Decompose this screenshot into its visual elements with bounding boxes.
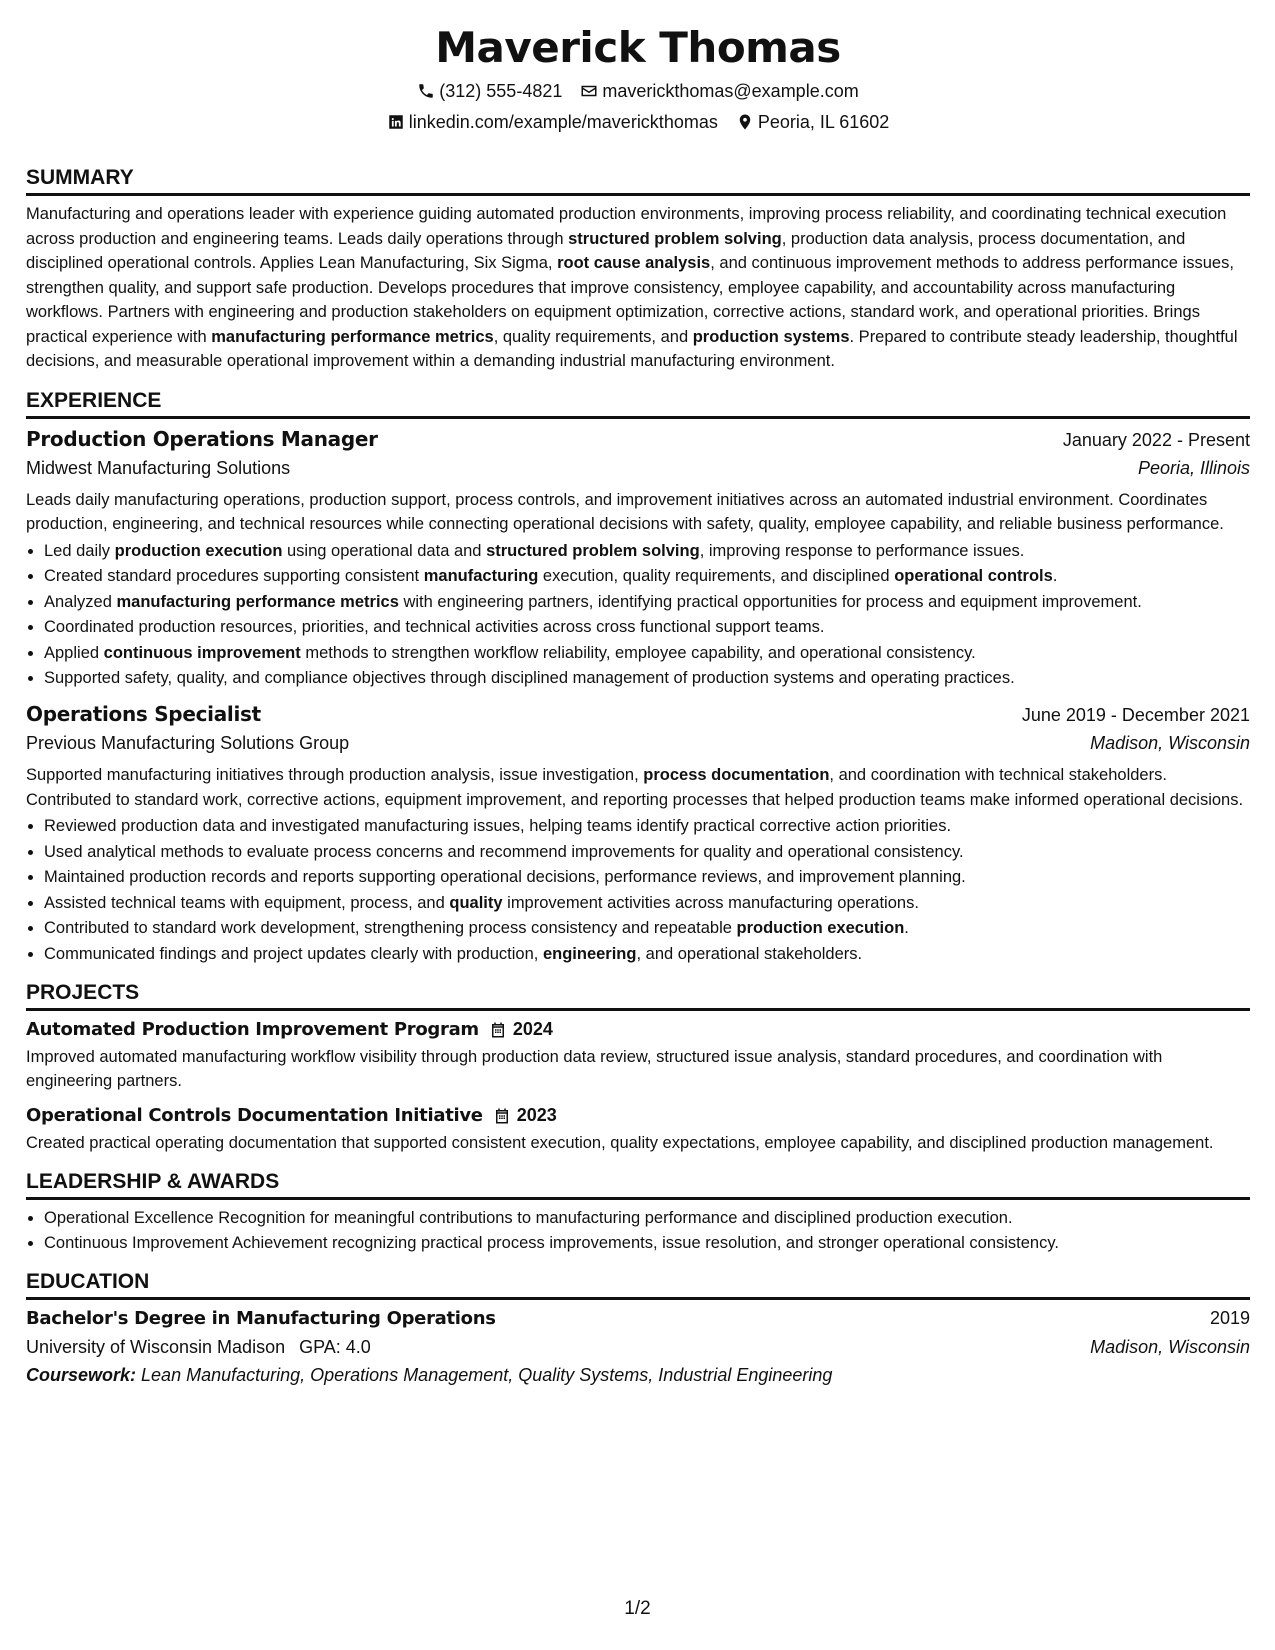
coursework-label: Coursework: bbox=[26, 1365, 137, 1385]
education-coursework bbox=[26, 1361, 1250, 1389]
project-entry bbox=[26, 1017, 1250, 1093]
job-description: Supported manufacturing initiatives through production analysis, issue investigation, process documentation, and coordination with technical stakeholders. Contributed to standard work, corrective actions, equipment improvement, and reporting processes that helped production teams make informed operational decisions. bbox=[26, 766, 1244, 809]
summary-section bbox=[26, 165, 1250, 374]
linkedin-text[interactable]: linkedin.com/example/maverickthomas bbox=[408, 112, 718, 132]
job-bullets bbox=[26, 539, 1250, 691]
project-description: Created practical operating documentation that supported consistent execution, quality expectations, employee capability, and disciplined production management. bbox=[26, 1133, 1214, 1152]
phone-text: (312) 555-4821 bbox=[439, 81, 563, 101]
education-school: University of Wisconsin Madison bbox=[26, 1337, 286, 1357]
education-year: 2019 bbox=[1209, 1308, 1250, 1328]
list-item: • Created standard procedures supporting consistent manufacturing execution, quality requirements, and disciplined operational controls. bbox=[44, 564, 1250, 588]
bold-keyword: production execution bbox=[736, 919, 905, 937]
map-pin-icon bbox=[736, 113, 754, 131]
location-contact bbox=[736, 111, 889, 133]
contact-row-2 bbox=[26, 111, 1250, 133]
bold-keyword: process documentation bbox=[643, 766, 830, 784]
list-item: • Contributed to standard work development, strengthening process consistency and repeatable production execution. bbox=[44, 916, 1250, 940]
list-item: • Analyzed manufacturing performance metrics with engineering partners, identifying practical opportunities for process and equipment improvement. bbox=[44, 590, 1250, 614]
coursework-text: Lean Manufacturing, Operations Management, Quality Systems, Industrial Engineering bbox=[136, 1365, 833, 1385]
job-company: Previous Manufacturing Solutions Group bbox=[26, 733, 350, 753]
linkedin-icon bbox=[387, 113, 405, 131]
job-bullets bbox=[26, 814, 1250, 966]
section-title-experience: EXPERIENCE bbox=[26, 388, 1250, 419]
list-item: • Maintained production records and reports supporting operational decisions, performance reviews, and improvement planning. bbox=[44, 865, 1250, 889]
summary-text: Manufacturing and operations leader with experience guiding automated production environments, improving process reliability, and coordinating technical execution across production and engineering teams. Leads daily operations through structured problem solving, production data analysis, process documentation, and disciplined operational controls. Applies Lean Manufacturing, Six Sigma, root cause analysis, and continuous improvement methods to address performance issues, strengthen quality, and support safe production. Develops procedures that improve consistency, employee capability, and accountability across manufacturing workflows. Partners with engineering and production stakeholders on equipment optimization, corrective actions, standard work, and operational priorities. Brings practical experience with manufacturing performance metrics, quality requirements, and production systems. Prepared to contribute steady leadership, thoughtful decisions, and measurable operational improvement within a demanding industrial manufacturing environment. bbox=[26, 205, 1238, 370]
job-title: Operations Specialist bbox=[26, 702, 261, 726]
linkedin-contact[interactable] bbox=[387, 111, 718, 133]
bold-keyword: production systems bbox=[692, 327, 850, 346]
job-dates: January 2022 - Present bbox=[1062, 429, 1250, 450]
education-school-line bbox=[26, 1333, 371, 1361]
phone-contact bbox=[417, 80, 562, 102]
education-gpa: GPA: 4.0 bbox=[299, 1337, 371, 1357]
bold-keyword: manufacturing performance metrics bbox=[116, 592, 399, 611]
job-description: Leads daily manufacturing operations, production support, process controls, and improvement initiatives across an automated industrial environment. Coordinates production, engineering, and technical resources while connecting operational decisions with safety, quality, employee capability, and reliable business performance. bbox=[26, 490, 1224, 533]
list-item: • Continuous Improvement Achievement recognizing practical process improvements, issue resolution, and stronger operational consistency. bbox=[44, 1231, 1250, 1255]
list-item: • Reviewed production data and investigated manufacturing issues, helping teams identify practical corrective action priorities. bbox=[44, 814, 1250, 838]
bold-keyword: structured problem solving bbox=[568, 229, 782, 248]
project-entry bbox=[26, 1103, 1250, 1155]
phone-icon bbox=[417, 82, 435, 100]
list-item: • Operational Excellence Recognition for meaningful contributions to manufacturing performance and disciplined production execution. bbox=[44, 1206, 1250, 1230]
section-title-education: EDUCATION bbox=[26, 1269, 1250, 1300]
page-number: 1/2 bbox=[624, 1598, 651, 1619]
education-degree: Bachelor's Degree in Manufacturing Operations bbox=[26, 1308, 496, 1329]
list-item: • Coordinated production resources, priorities, and technical activities across cross functional support teams. bbox=[44, 615, 1250, 639]
job-location: Peoria, Illinois bbox=[1137, 457, 1250, 478]
leadership-section bbox=[26, 1169, 1250, 1256]
calendar-icon bbox=[493, 1107, 511, 1125]
job-entry bbox=[26, 700, 1250, 966]
bold-keyword: structured problem solving bbox=[486, 541, 700, 560]
bold-keyword: continuous improvement bbox=[103, 643, 301, 662]
list-item: • Used analytical methods to evaluate process concerns and recommend improvements for quality and operational consistency. bbox=[44, 840, 1250, 864]
project-year bbox=[489, 1019, 553, 1040]
bold-keyword: quality bbox=[449, 893, 503, 912]
job-title: Production Operations Manager bbox=[26, 426, 378, 451]
location-text: Peoria, IL 61602 bbox=[757, 112, 890, 132]
list-item: • Assisted technical teams with equipment, process, and quality improvement activities across manufacturing operations. bbox=[44, 891, 1250, 915]
education-location: Madison, Wisconsin bbox=[1090, 1337, 1250, 1357]
resume-page bbox=[26, 22, 1250, 1389]
section-title-projects: PROJECTS bbox=[26, 980, 1250, 1011]
contact-row-1 bbox=[26, 80, 1250, 102]
leadership-list bbox=[26, 1206, 1250, 1256]
project-year-text: 2024 bbox=[512, 1019, 553, 1039]
project-year bbox=[493, 1105, 557, 1126]
list-item: • Led daily production execution using operational data and structured problem solving, improving response to performance issues. bbox=[44, 539, 1250, 563]
section-title-leadership: LEADERSHIP & AWARDS bbox=[26, 1169, 1250, 1200]
experience-section bbox=[26, 388, 1250, 966]
job-dates: June 2019 - December 2021 bbox=[1021, 705, 1250, 725]
email-contact[interactable] bbox=[580, 80, 858, 102]
section-title-summary: SUMMARY bbox=[26, 165, 1250, 196]
bold-keyword: manufacturing bbox=[423, 567, 539, 585]
list-item: • Applied continuous improvement methods to strengthen workflow reliability, employee capability, and operational consistency. bbox=[44, 641, 1250, 665]
project-description: Improved automated manufacturing workflow visibility through production data review, structured issue analysis, standard procedures, and coordination with engineering partners. bbox=[26, 1047, 1163, 1090]
project-year-text: 2023 bbox=[516, 1105, 557, 1125]
job-entry bbox=[26, 425, 1250, 691]
bold-keyword: manufacturing performance metrics bbox=[211, 327, 494, 346]
bold-keyword: root cause analysis bbox=[557, 254, 711, 272]
bold-keyword: engineering bbox=[542, 944, 637, 963]
list-item: • Supported safety, quality, and compliance objectives through disciplined management of production systems and operating practices. bbox=[44, 666, 1250, 690]
email-text[interactable]: maverickthomas@example.com bbox=[602, 81, 859, 101]
job-location: Madison, Wisconsin bbox=[1090, 733, 1250, 753]
project-name: Operational Controls Documentation Initiative bbox=[26, 1104, 483, 1126]
list-item: • Communicated findings and project updates clearly with production, engineering, and operational stakeholders. bbox=[44, 942, 1250, 966]
bold-keyword: operational controls bbox=[894, 567, 1053, 585]
project-name: Automated Production Improvement Program bbox=[26, 1018, 479, 1040]
bold-keyword: production execution bbox=[114, 541, 283, 560]
projects-section bbox=[26, 980, 1250, 1155]
candidate-name: Maverick Thomas bbox=[435, 23, 841, 72]
envelope-icon bbox=[580, 82, 598, 100]
job-company: Midwest Manufacturing Solutions bbox=[26, 457, 291, 478]
calendar-icon bbox=[489, 1021, 507, 1039]
education-section bbox=[26, 1269, 1250, 1389]
